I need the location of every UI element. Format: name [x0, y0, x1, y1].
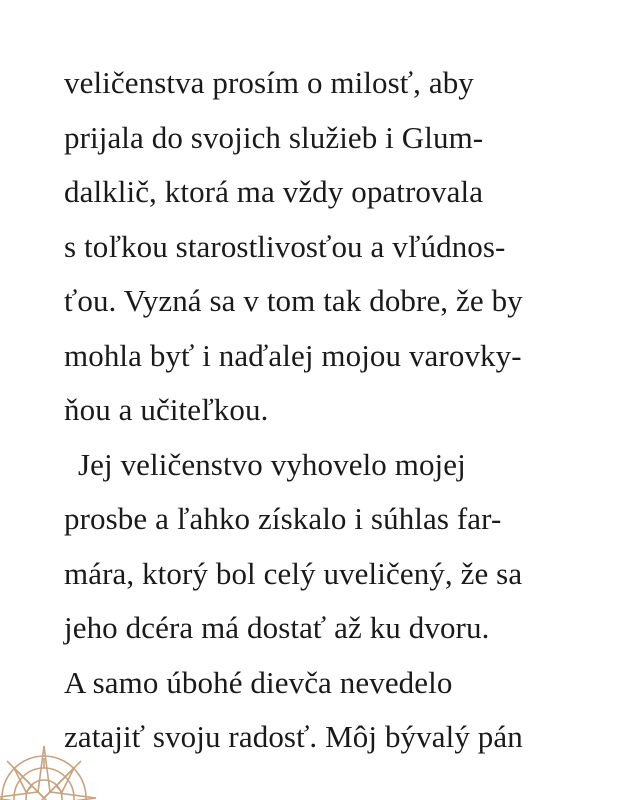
text-line: veličenstva prosím o milosť, aby	[64, 65, 474, 100]
text-line: ňou a učiteľkou.	[64, 392, 269, 427]
text-line: Jej veličenstvo vyhovelo mojej	[78, 446, 466, 482]
text-line: A samo úbohé dievča nevedelo	[64, 664, 453, 700]
text-line: dalklič, ktorá ma vždy opatrovala	[64, 174, 484, 209]
body-text	[64, 56, 624, 765]
text-line: mohla byť i naďalej mojou varovky-	[64, 337, 522, 373]
text-line: s toľkou starostlivosťou a vľúdnos-	[64, 228, 506, 264]
text-line: mára, ktorý bol celý uveličený, že sa	[64, 555, 523, 591]
compass-rose-icon	[0, 706, 120, 800]
text-line: prijala do svojich služieb i Glum-	[64, 119, 484, 155]
text-line: ťou. Vyzná sa v tom tak dobre, že by	[64, 283, 523, 318]
text-line: zatajiť svoju radosť. Môj bývalý pán	[64, 719, 523, 754]
text-line: jeho dcéra má dostať až ku dvoru.	[64, 610, 490, 645]
text-line: prosbe a ľahko získalo i súhlas far-	[64, 501, 502, 536]
